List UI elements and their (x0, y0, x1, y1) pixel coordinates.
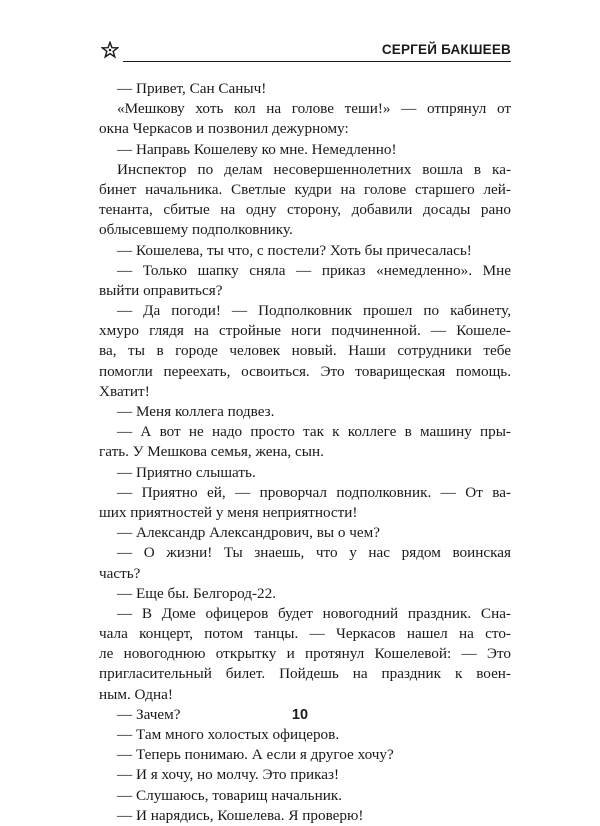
text-line: чала концерт, потом танцы. — Черкасов нашел на сто- (99, 625, 511, 643)
text-line: — Привет, Сан Саныч! (117, 80, 267, 97)
text-line: — Теперь понимаю. А если я другое хочу? (117, 746, 394, 764)
text-line: ле новогоднюю открытку и протянул Кошелевой: — Это (99, 645, 511, 663)
text-line: пригласительный билет. Пойдешь на праздник к воен- (99, 665, 511, 683)
text-line: — Направь Кошелеву ко мне. Немедленно! (117, 140, 397, 158)
text-line: — И я хочу, но молчу. Это приказ! (117, 766, 340, 784)
page-number: 10 (291, 707, 309, 723)
text-line: — Слушаюсь, товарищ начальник. (117, 786, 342, 804)
text-line: — Кошелева, ты что, с постели? Хоть бы причесалась! (117, 241, 472, 259)
star-icon (101, 41, 119, 59)
text-line: Хватит! (99, 382, 150, 400)
text-line: гать. У Мешкова семья, жена, сын. (99, 443, 324, 461)
text-line: — О жизни! Ты знаешь, что у нас рядом воинская (117, 544, 511, 562)
author-name: СЕРГЕЙ БАКШЕЕВ (381, 42, 511, 57)
text-line: облысевшему подполковнику. (99, 221, 293, 239)
text-line: бинет начальника. Светлые кудри на голове старшего лей- (99, 180, 511, 198)
text-line: — Приятно ей, — проворчал подполковник. — От ва- (117, 483, 511, 501)
running-header (99, 40, 511, 64)
text-line: часть? (99, 564, 141, 582)
text-line: — В Доме офицеров будет новогодний праздник. Сна- (117, 604, 511, 622)
text-line: окна Черкасов и позвонил дежурному: (99, 120, 349, 138)
text-line: — А вот не надо просто так к коллеге в машину пры- (117, 423, 511, 441)
text-line: тенанта, сбитые на одну сторону, добавили досады рано (99, 201, 511, 219)
text-line: хмуро глядя на стройные ноги подчиненной. — Кошеле- (99, 322, 511, 340)
text-line: — Александр Александрович, вы о чем? (117, 524, 381, 542)
text-line: — Еще бы. Белгород-22. (117, 584, 277, 602)
text-line: — Зачем? (117, 705, 181, 723)
text-line: ших приятностей у меня неприятности! (99, 503, 358, 521)
text-line: — Там много холостых офицеров. (117, 726, 340, 743)
text-line: «Мешкову хоть кол на голове теши!» — отпрянул от (117, 100, 511, 118)
text-line: выйти оправиться? (99, 281, 223, 299)
text-line: — Меня коллега подвез. (117, 403, 275, 420)
text-line: помогли переехать, освоиться. Это товарищеская помощь. (99, 362, 511, 380)
text-line: — Приятно слышать. (117, 463, 256, 481)
text-line: — Только шапку сняла — приказ «немедленно». Мне (117, 261, 511, 279)
header-rule (123, 61, 511, 62)
text-line: Инспектор по делам несовершеннолетних вошла в ка- (117, 160, 511, 178)
text-line: — И нарядись, Кошелева. Я проверю! (117, 806, 364, 824)
text-line: — Да погоди! — Подполковник прошел по кабинету, (117, 302, 511, 320)
text-line: ва, ты в городе человек новый. Наши сотрудники тебе (99, 342, 511, 360)
text-line: ным. Одна! (99, 685, 173, 703)
